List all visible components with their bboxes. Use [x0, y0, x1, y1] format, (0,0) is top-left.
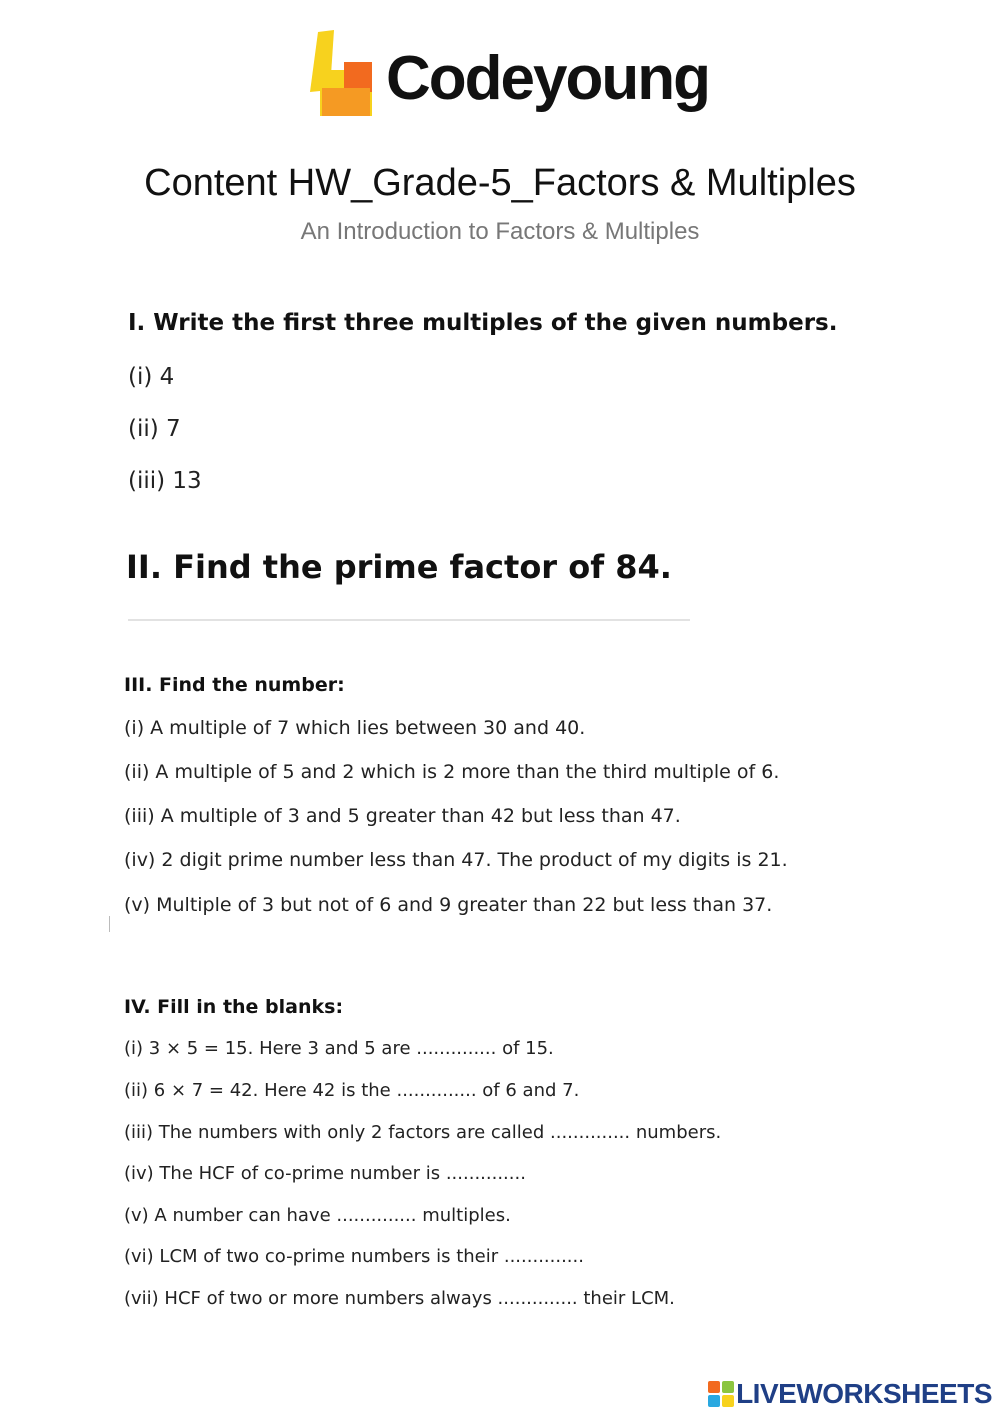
section-1-heading: I. Write the first three multiples of the given numbers.: [128, 310, 838, 336]
section-divider: [128, 619, 690, 621]
section-3-item: (v) Multiple of 3 but not of 6 and 9 greater than 22 but less than 37.: [124, 894, 773, 916]
section-2-heading: II. Find the prime factor of 84.: [126, 548, 672, 586]
page-subtitle: An Introduction to Factors & Multiples: [300, 218, 700, 245]
section-4-heading: IV. Fill in the blanks:: [124, 996, 344, 1018]
codeyoung-logo-mark-icon: [308, 30, 378, 125]
section-4-item: (iii) The numbers with only 2 factors are called .............. numbers.: [124, 1122, 722, 1143]
section-4-item: (ii) 6 × 7 = 42. Here 42 is the .............. of 6 and 7.: [124, 1080, 580, 1101]
margin-mark: [109, 916, 110, 932]
section-3-item: (i) A multiple of 7 which lies between 30 and 40.: [124, 717, 586, 739]
section-4-item: (i) 3 × 5 = 15. Here 3 and 5 are .............. of 15.: [124, 1038, 554, 1059]
section-3-item: (iii) A multiple of 3 and 5 greater than 42 but less than 47.: [124, 805, 681, 827]
codeyoung-logo: [308, 30, 709, 130]
section-4-item: (iv) The HCF of co-prime number is ..............: [124, 1163, 526, 1184]
section-3-item: (iv) 2 digit prime number less than 47. The product of my digits is 21.: [124, 849, 788, 871]
section-4-item: (vii) HCF of two or more numbers always .............. their LCM.: [124, 1288, 675, 1309]
page-title: Content HW_Grade-5_Factors & Multiples: [144, 162, 856, 204]
section-1-item: (ii) 7: [128, 416, 181, 442]
section-4-item: (v) A number can have .............. multiples.: [124, 1205, 511, 1226]
liveworksheets-logo[interactable]: [708, 1378, 992, 1410]
liveworksheets-icon: [708, 1381, 734, 1407]
liveworksheets-wordmark: LIVEWORKSHEETS: [736, 1378, 992, 1409]
section-4-item: (vi) LCM of two co-prime numbers is their ..............: [124, 1246, 584, 1267]
section-1-item: (iii) 13: [128, 468, 202, 494]
codeyoung-wordmark: Codeyoung: [386, 44, 709, 113]
section-3-heading: III. Find the number:: [124, 674, 345, 696]
section-1-item: (i) 4: [128, 364, 175, 390]
section-3-item: (ii) A multiple of 5 and 2 which is 2 more than the third multiple of 6.: [124, 761, 780, 783]
